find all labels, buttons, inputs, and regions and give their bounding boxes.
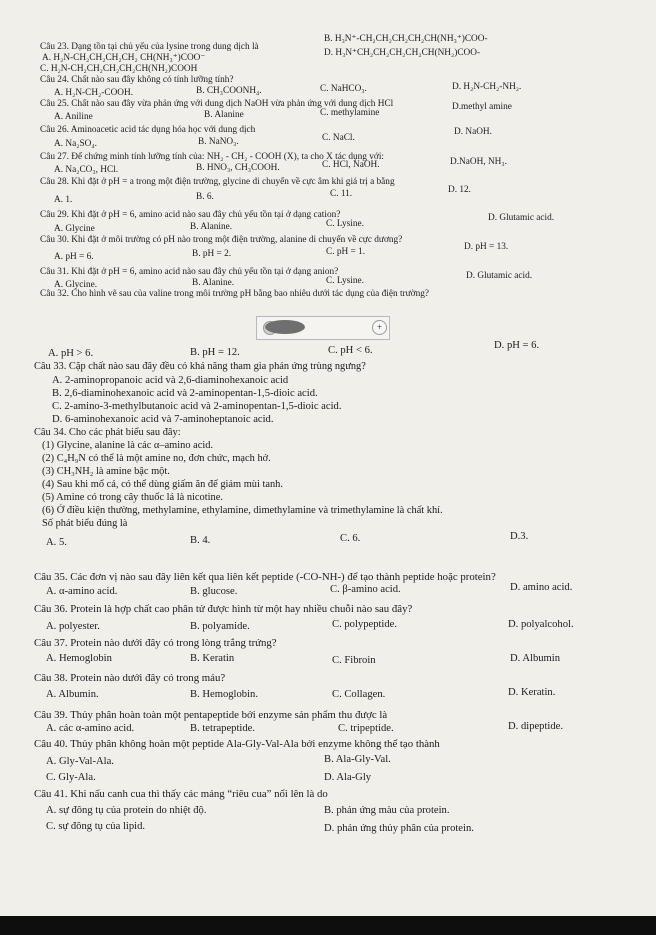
q41-option-a: A. sự đông tụ của protein do nhiệt độ. [46,805,207,816]
q30-option-b: B. pH = 2. [192,249,232,259]
q32-option-a: A. pH > 6. [48,348,94,359]
q26-option-c: C. NaCl. [322,133,355,143]
q30-option-c: C. pH = 1. [326,247,366,257]
q35-option-d: D. amino acid. [510,582,573,593]
question-36: Câu 36. Protein là hợp chất cao phân tử được hình từ một hay nhiều chuỗi nào sau đây? [34,603,413,615]
question-39: Câu 39. Thủy phân hoàn toàn một pentapeptide bởi enzyme sản phẩm thu được là [34,709,388,721]
q29-option-c: C. Lysine. [326,219,364,229]
q40-option-b: B. Ala-Gly-Val. [324,754,391,765]
positive-electrode-icon: + [372,320,387,335]
q23-option-a: A. H₂N-CH₂CH₂CH₂CH₂ CH(NH₃⁺)COO⁻ [42,53,206,63]
q33-option-b: B. 2,6-diaminohexanoic acid và 2-aminopentan-1,5-dioic acid. [52,388,318,399]
q36-option-d: D. polyalcohol. [508,619,574,630]
q28-option-a: A. 1. [54,195,73,205]
q29-option-d: D. Glutamic acid. [488,213,555,223]
q25-option-d: D.methyl amine [452,102,512,112]
q36-option-b: B. polyamide. [190,621,250,632]
q41-option-b: B. phản ứng màu của protein. [324,805,450,816]
q26-option-b: B. NaNO₃. [198,137,239,147]
q30-option-d: D. pH = 13. [464,242,509,252]
question-30: Câu 30. Khi đặt ở môi trường có pH nào trong một điện trường, alanine di chuyển về cực dương? [40,235,403,245]
q33-option-a: A. 2-aminopropanoic acid và 2,6-diaminohexanoic acid [52,375,289,386]
q30-option-a: A. pH = 6. [54,252,94,262]
question-31: Câu 31. Khi đặt ở pH = 6, amino acid nào sau đây chủ yếu tồn tại ở dạng anion? [40,267,339,277]
q26-option-a: A. Na₂SO₄. [54,139,97,149]
q24-option-c: C. NaHCO₃. [320,84,367,94]
q34-count: Số phát biểu đúng là [42,518,128,529]
q24-option-b: B. CH₃COONH₄. [196,86,262,96]
q35-option-c: C. β-amino acid. [330,584,401,595]
question-34: Câu 34. Cho các phát biểu sau đây: [34,427,181,438]
question-35: Câu 35. Các đơn vị nào sau đây liên kết qua liên kết peptide (-CO-NH-) để tạo thành peptide hoặc protein? [34,571,496,583]
q34-statement-2: (2) C₄H₉N có thể là một amine no, đơn chức, mạch hở. [42,453,271,464]
q31-option-a: A. Glycine. [54,280,98,290]
q34-option-d: D.3. [510,531,529,542]
q27-option-c: C. HCl, NaOH. [322,160,380,170]
q37-option-b: B. Keratin [190,653,235,664]
q28-option-c: C. 11. [330,189,353,199]
q23-option-c: C. H₂N-CH₂CH₂CH₂CH₂CH(NH₂)COOH [40,64,198,74]
question-40: Câu 40. Thủy phân không hoàn một peptide Ala-Gly-Val-Ala bởi enzyme không thể tạo thành [34,738,440,750]
q24-option-a: A. H₂N-CH₂-COOH. [54,88,134,98]
q23-option-d: D. H₃N⁺CH₂CH₂CH₂CH₂CH(NH₂)COO- [324,48,481,58]
q27-option-a: A. Na₂CO₃, HCl. [54,165,119,175]
question-26: Câu 26. Aminoacetic acid tác dụng hóa học với dung dịch [40,125,256,135]
q37-option-d: D. Albumin [510,653,561,664]
q41-option-c: C. sự đông tụ của lipid. [46,821,146,832]
q28-option-d: D. 12. [448,185,471,195]
q39-option-a: A. các α-amino acid. [46,723,135,734]
q40-option-a: A. Gly-Val-Ala. [46,756,114,767]
q25-option-c: C. methylamine [320,108,380,118]
q29-option-b: B. Alanine. [190,222,233,232]
q34-statement-5: (5) Amine có trong cây thuốc lá là nicotine. [42,492,223,503]
question-32: Câu 32. Cho hình vẽ sau của valine trong môi trường pH bằng bao nhiêu dưới tác dụng của điện trường? [40,289,430,299]
q36-option-c: C. polypeptide. [332,619,398,630]
bottom-dark-band [0,916,656,935]
question-33: Câu 33. Cặp chất nào sau đây đều có khả năng tham gia phản ứng trùng ngưng? [34,361,366,372]
q38-option-a: A. Albumin. [46,689,99,700]
q37-option-c: C. Fibroin [332,655,376,666]
q27-option-d: D.NaOH, NH₃. [450,157,507,167]
q26-option-d: D. NaOH. [454,127,492,137]
q24-option-d: D. H₂N-CH₂-NH₂. [452,82,522,92]
question-24: Câu 24. Chất nào sau đây không có tính lưỡng tính? [40,75,234,85]
q34-option-a: A. 5. [46,537,67,548]
q34-statement-6: (6) Ở điều kiện thường, methylamine, ethylamine, dimethylamine và trimethylamine là chất khí. [42,505,443,516]
q39-option-b: B. tetrapeptide. [190,723,256,734]
question-25: Câu 25. Chất nào sau đây vừa phản ứng với dung dịch NaOH vừa phản ứng với dung dịch HCl [40,99,394,109]
question-38: Câu 38. Protein nào dưới đây có trong máu? [34,672,226,684]
q31-option-d: D. Glutamic acid. [466,271,533,281]
question-41: Câu 41. Khi nấu canh cua thì thấy các mảng “riêu cua” nổi lên là do [34,788,328,800]
q28-option-b: B. 6. [196,192,214,202]
q38-option-b: B. Hemoglobin. [190,689,258,700]
q31-option-c: C. Lysine. [326,276,364,286]
q34-option-b: B. 4. [190,535,211,546]
question-28: Câu 28. Khi đặt ở pH = a trong một điện trường, glycine di chuyển về cực âm khi giá trị a bằng [40,177,395,187]
q27-option-b: B. HNO₃, CH₃COOH. [196,163,280,173]
q34-statement-3: (3) CH₃NH₂ là amine bậc một. [42,466,170,477]
q35-option-a: A. α-amino acid. [46,586,118,597]
q41-option-d: D. phản ứng thủy phân của protein. [324,823,474,834]
q33-option-c: C. 2-amino-3-methylbutanoic acid và 2-aminopentan-1,5-dioic acid. [52,401,342,412]
q34-statement-4: (4) Sau khi mổ cá, có thể dùng giấm ăn để giảm mùi tanh. [42,479,283,490]
q38-option-d: D. Keratin. [508,687,556,698]
q34-option-c: C. 6. [340,533,361,544]
q25-option-b: B. Alanine [204,110,244,120]
q32-option-c: C. pH < 6. [328,345,373,356]
q29-option-a: A. Glycine [54,224,95,234]
question-23: Câu 23. Dạng tồn tại chủ yếu của lysine trong dung dịch là [40,42,259,52]
q39-option-d: D. dipeptide. [508,721,564,732]
q40-option-d: D. Ala-Gly [324,772,372,783]
question-27: Câu 27. Để chứng minh tính lưỡng tính của: NH₂ - CH₂ - COOH (X), ta cho X tác dụng với: [40,152,384,162]
q36-option-a: A. polyester. [46,621,100,632]
q32-option-b: B. pH = 12. [190,347,240,358]
question-37: Câu 37. Protein nào dưới đây có trong lòng trắng trứng? [34,637,277,649]
electric-field-diagram [256,316,390,340]
q34-statement-1: (1) Glycine, alanine là các α–amino acid. [42,440,214,451]
q31-option-b: B. Alanine. [192,278,235,288]
q32-option-d: D. pH = 6. [494,340,540,351]
q23-option-b: B. H₃N⁺-CH₂CH₂CH₂CH₂CH(NH₃⁺)COO- [324,34,488,44]
q37-option-a: A. Hemoglobin [46,653,112,664]
q25-option-a: A. Aniline [54,112,93,122]
q35-option-b: B. glucose. [190,586,238,597]
q39-option-c: C. tripeptide. [338,723,394,734]
question-29: Câu 29. Khi đặt ở pH = 6, amino acid nào sau đây chủ yếu tồn tại ở dạng cation? [40,210,341,220]
valine-band-icon [265,320,305,334]
q38-option-c: C. Collagen. [332,689,386,700]
q33-option-d: D. 6-aminohexanoic acid và 7-aminoheptanoic acid. [52,414,274,425]
q40-option-c: C. Gly-Ala. [46,772,96,783]
